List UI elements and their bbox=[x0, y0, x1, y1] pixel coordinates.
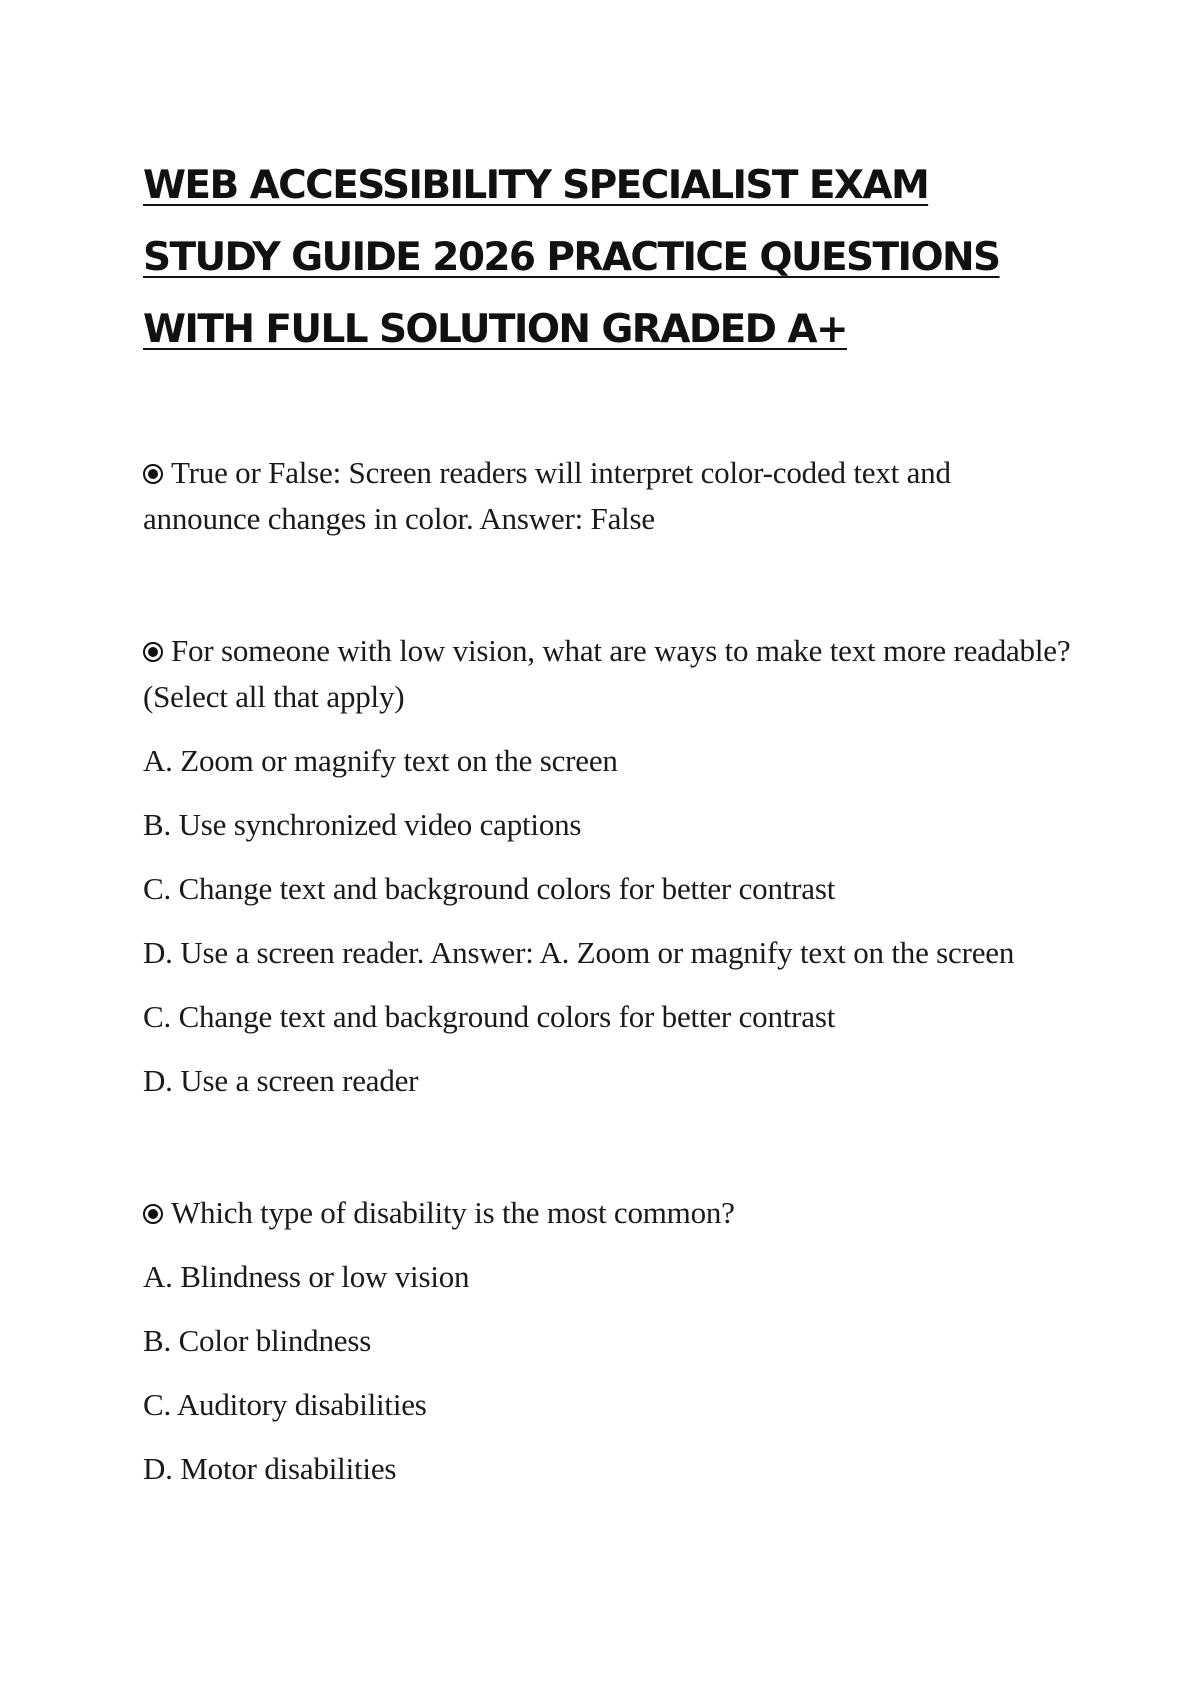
question-2-options bbox=[143, 738, 1073, 1104]
answer-option: C. Auditory disabilities bbox=[143, 1387, 427, 1422]
answer-option: C. Change text and background colors for better contrast bbox=[143, 871, 836, 906]
question-3 bbox=[143, 1190, 1073, 1492]
question-3-options bbox=[143, 1254, 1073, 1492]
document-title: WEB ACCESSIBILITY SPECIALIST EXAM STUDY GUIDE 2026 PRACTICE QUESTIONS WITH FULL SOLUTION GRADED A+ bbox=[143, 163, 1000, 352]
answer-option: D. Use a screen reader. Answer: A. Zoom or magnify text on the screen bbox=[143, 935, 1015, 970]
answer-option: A. Blindness or low vision bbox=[143, 1259, 470, 1294]
question-3-label: Which type of disability is the most common? bbox=[171, 1195, 735, 1230]
answer-option: B. Use synchronized video captions bbox=[143, 807, 582, 842]
radio-bullet-icon bbox=[143, 464, 163, 484]
answer-option: C. Change text and background colors for better contrast bbox=[143, 999, 836, 1034]
answer-option: D. Motor disabilities bbox=[143, 1451, 397, 1486]
answer-option: B. Color blindness bbox=[143, 1323, 372, 1358]
question-2-label: For someone with low vision, what are ways to make text more readable? (Select all that apply) bbox=[143, 633, 1071, 714]
question-1-text bbox=[143, 450, 1073, 542]
answer-option: A. Zoom or magnify text on the screen bbox=[143, 743, 618, 778]
question-1 bbox=[143, 450, 1073, 542]
question-1-label: True or False: Screen readers will interpret color-coded text and announce changes in color. Answer: False bbox=[143, 455, 951, 536]
question-2-text bbox=[143, 628, 1073, 720]
question-2 bbox=[143, 628, 1073, 1104]
radio-bullet-icon bbox=[143, 642, 163, 662]
question-3-text bbox=[143, 1190, 1073, 1236]
answer-option: D. Use a screen reader bbox=[143, 1063, 419, 1098]
document-page bbox=[143, 150, 1073, 1492]
radio-bullet-icon bbox=[143, 1204, 163, 1224]
